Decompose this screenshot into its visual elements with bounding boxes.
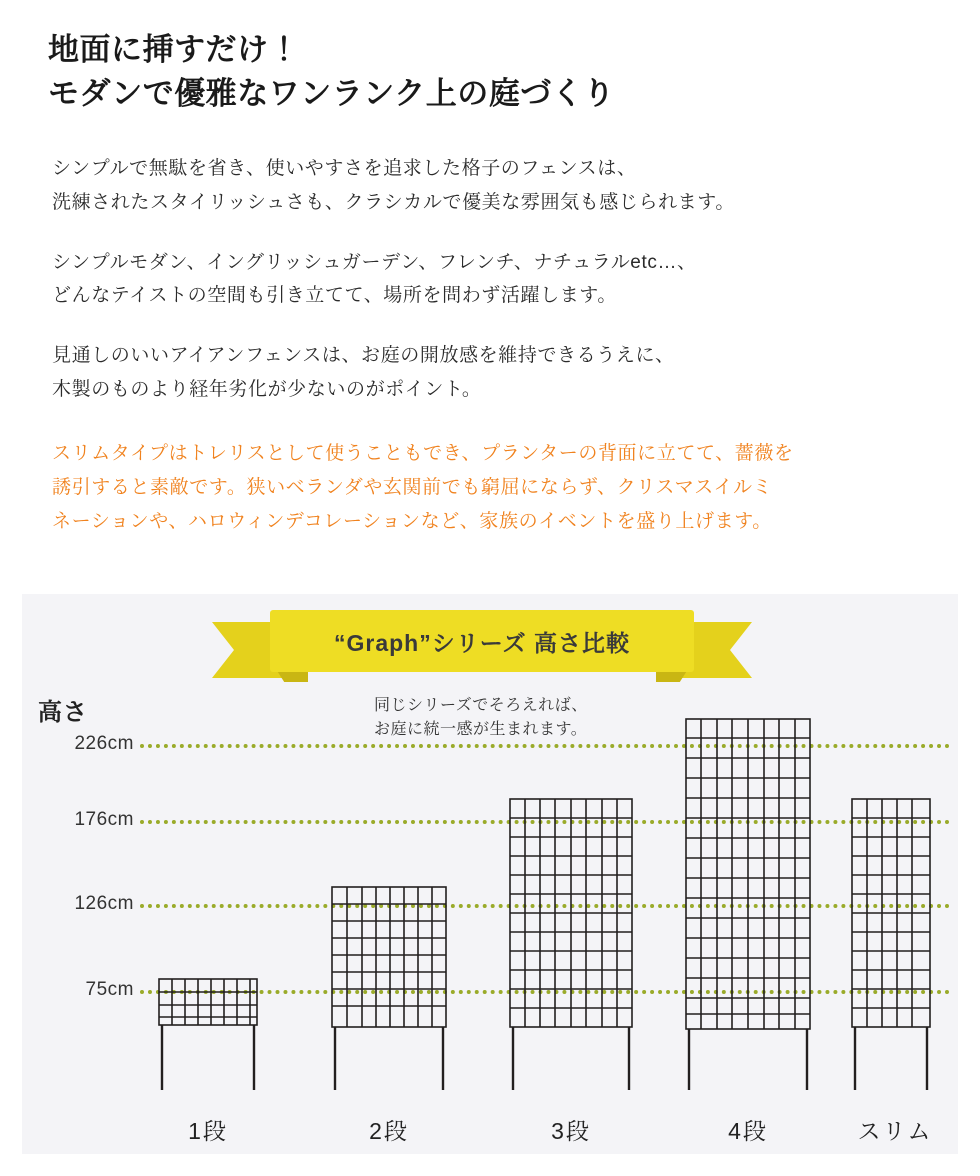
fence-illustration-slim bbox=[840, 794, 950, 1094]
paragraph-highlight-line-3: ネーションや、ハロウィンデコレーションなど、家族のイベントを盛り上げます。 bbox=[52, 510, 772, 532]
page-title bbox=[0, 0, 980, 116]
tick-label-126: 126cm bbox=[74, 893, 134, 914]
fence-label-1dan: 1段 bbox=[188, 1118, 228, 1144]
paragraph-highlight-line-2: 誘引すると素敵です。狭いベランダや玄関前でも窮屈にならず、クリスマスイルミ bbox=[52, 476, 773, 498]
tick-label-176: 176cm bbox=[74, 809, 134, 830]
paragraph-1-line-2: 洗練されたスタイリッシュさも、クラシカルで優美な雰囲気も感じられます。 bbox=[52, 191, 735, 213]
headline-line-2: モダンで優雅なワンランク上の庭づくり bbox=[48, 76, 615, 112]
paragraph-1-line-1: シンプルで無駄を省き、使いやすさを追求した格子のフェンスは、 bbox=[52, 158, 637, 180]
fence-item-3dan bbox=[492, 794, 650, 1144]
fence-label-2dan: 2段 bbox=[369, 1118, 409, 1144]
ribbon-body bbox=[270, 610, 694, 672]
fence-illustration-2dan bbox=[314, 882, 464, 1094]
fence-illustration-3dan bbox=[492, 794, 650, 1094]
ribbon-subtitle-line-2: お庭に統一感が生まれます。 bbox=[374, 721, 588, 738]
fence-item-4dan bbox=[668, 714, 828, 1144]
paragraph-highlight bbox=[0, 437, 980, 538]
paragraph-2 bbox=[0, 246, 980, 314]
fence-label-slim: スリム bbox=[857, 1118, 933, 1144]
ribbon-subtitle bbox=[374, 694, 588, 742]
fence-label-4dan: 4段 bbox=[728, 1118, 768, 1144]
paragraph-1 bbox=[0, 152, 980, 220]
ribbon-subtitle-line-1: 同じシリーズでそろえれば、 bbox=[374, 697, 588, 714]
paragraph-3 bbox=[0, 339, 980, 407]
headline-line-1: 地面に挿すだけ！ bbox=[48, 32, 300, 67]
ribbon-title: “Graph”シリーズ 高さ比較 bbox=[334, 629, 630, 656]
paragraph-highlight-line-1: スリムタイプはトレリスとして使うこともでき、プランターの背面に立てて、薔薇を bbox=[52, 442, 794, 464]
fence-item-slim bbox=[840, 794, 950, 1144]
gridline-226 bbox=[140, 744, 950, 748]
ribbon-banner bbox=[212, 610, 752, 688]
paragraph-2-line-1: シンプルモダン、イングリッシュガーデン、フレンチ、ナチュラルetc…、 bbox=[52, 251, 697, 273]
fence-item-2dan bbox=[314, 882, 464, 1144]
fence-label-3dan: 3段 bbox=[551, 1118, 591, 1144]
tick-label-75: 75cm bbox=[85, 979, 134, 1000]
height-comparison-panel bbox=[22, 594, 958, 1154]
paragraph-3-line-2: 木製のものより経年劣化が少ないのがポイント。 bbox=[52, 379, 482, 401]
fence-illustration-1dan bbox=[142, 974, 274, 1094]
fence-illustration-4dan bbox=[668, 714, 828, 1094]
tick-label-226: 226cm bbox=[74, 733, 134, 754]
paragraph-3-line-1: 見通しのいいアイアンフェンスは、お庭の開放感を維持できるうえに、 bbox=[52, 345, 675, 367]
fence-item-1dan bbox=[142, 974, 274, 1144]
axis-title: 高さ bbox=[38, 699, 88, 726]
intro-copy-block bbox=[0, 0, 980, 538]
paragraph-2-line-2: どんなテイストの空間も引き立てて、場所を問わず活躍します。 bbox=[52, 285, 617, 307]
